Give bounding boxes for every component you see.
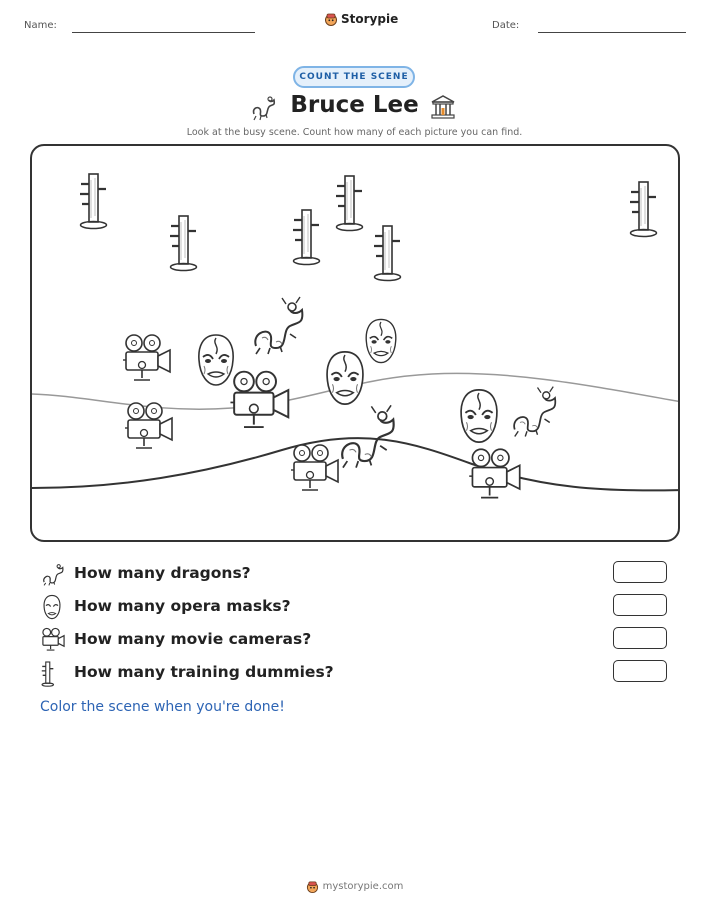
opera-mask-icon [322, 348, 368, 412]
temple-icon [428, 92, 458, 126]
instructions: Look at the busy scene. Count how many of each picture you can find. [186, 127, 523, 138]
question-opera-masks [40, 594, 670, 620]
training-dummy-icon [289, 206, 325, 272]
busy-scene [30, 144, 680, 542]
movie-camera-icon [288, 442, 342, 498]
answer-box-training-dummies[interactable] [613, 660, 667, 682]
page-title: Bruce Lee [290, 92, 419, 118]
date-line[interactable] [538, 32, 686, 33]
movie-camera-icon [120, 332, 174, 388]
footer [0, 880, 709, 893]
movie-camera-icon [122, 400, 176, 456]
answer-box-dragons[interactable] [613, 561, 667, 583]
question-text: How many movie cameras? [74, 630, 312, 648]
question-text: How many opera masks? [74, 597, 291, 615]
opera-mask-icon [40, 594, 64, 624]
training-dummy-icon [626, 178, 662, 244]
training-dummy-icon [40, 660, 56, 692]
movie-camera-icon [40, 627, 66, 656]
pie-mascot-icon [306, 880, 319, 893]
brand-logo [324, 12, 398, 26]
dragon-icon [506, 384, 562, 444]
question-training-dummies [40, 660, 670, 686]
question-text: How many training dummies? [74, 663, 334, 681]
opera-mask-icon [456, 386, 502, 450]
question-text: How many dragons? [74, 564, 251, 582]
dragon-icon [332, 402, 402, 476]
dragon-icon [40, 561, 66, 591]
brand-name: Storypie [341, 12, 399, 26]
movie-camera-icon [466, 446, 524, 506]
question-dragons [40, 561, 670, 587]
question-movie-cameras [40, 627, 670, 653]
training-dummy-icon [166, 212, 202, 278]
footer-url[interactable]: mystorypie.com [322, 881, 404, 892]
training-dummy-icon [76, 170, 112, 236]
name-label: Name: [24, 20, 57, 31]
answer-box-opera-masks[interactable] [613, 594, 667, 616]
name-line[interactable] [72, 32, 255, 33]
date-label: Date: [492, 20, 520, 31]
color-instruction: Color the scene when you're done! [40, 699, 285, 715]
training-dummy-icon [370, 222, 406, 288]
answer-box-movie-cameras[interactable] [613, 627, 667, 649]
dragon-icon [246, 294, 310, 362]
count-badge: COUNT THE SCENE [293, 66, 415, 88]
pie-mascot-icon [324, 12, 338, 26]
movie-camera-icon [226, 368, 294, 436]
training-dummy-icon [332, 172, 368, 238]
